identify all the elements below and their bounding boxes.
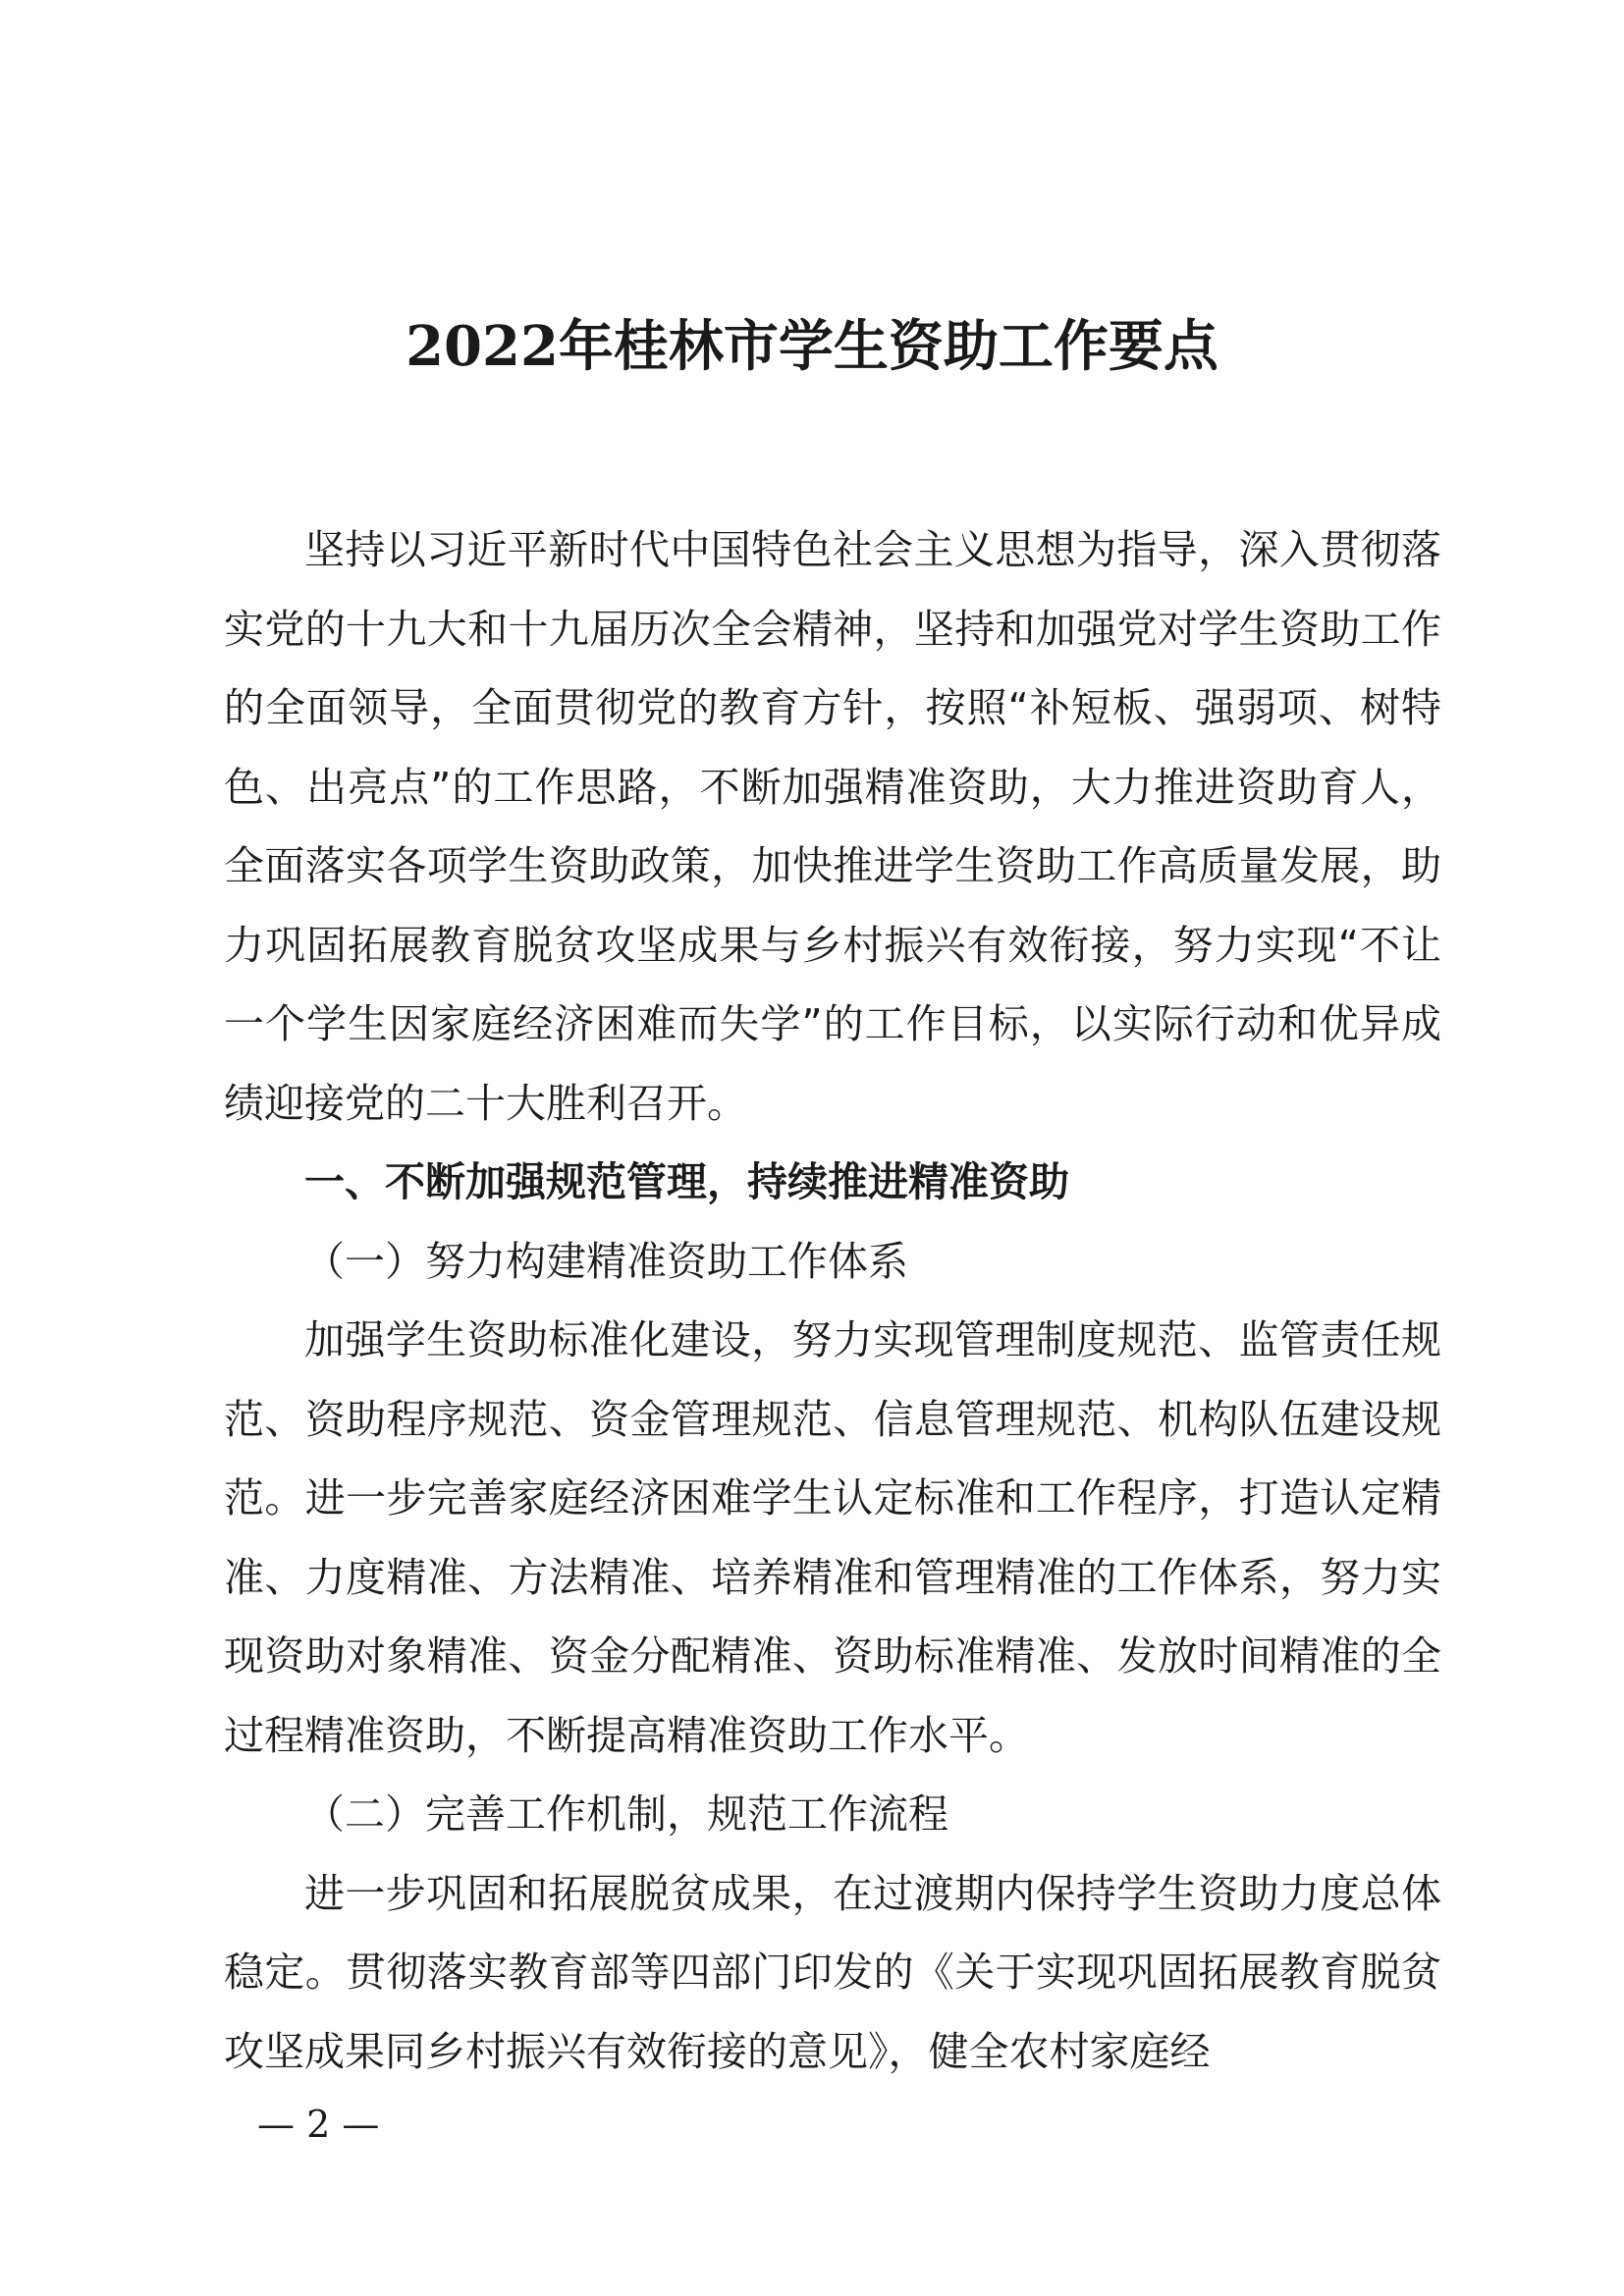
- intro-paragraph: 坚持以习近平新时代中国特色社会主义思想为指导，深入贯彻落实党的十九大和十九届历次全会精神，坚持和加强党对学生资助工作的全面领导，全面贯彻党的教育方针，按照“补短板、强弱项、树特色、出亮点”的工作思路，不断加强精准资助，大力推进资助育人，全面落实各项学生资助政策，加快推进学生资助工作高质量发展，助力巩固拓展教育脱贫攻坚成果与乡村振兴有效衔接，努力实现“不让一个学生因家庭经济困难而失学”的工作目标，以实际行动和优异成绩迎接党的二十大胜利召开。: [224, 526, 1441, 1127]
- subsection-heading-2: （二）完善工作机制，规范工作流程: [304, 1790, 948, 1838]
- section-heading-1: 一、不断加强规范管理，持续推进精准资助: [304, 1158, 1069, 1205]
- subsection-1-paragraph: 加强学生资助标准化建设，努力实现管理制度规范、监管责任规范、资助程序规范、资金管理规范、信息管理规范、机构队伍建设规范。进一步完善家庭经济困难学生认定标准和工作程序，打造认定精准、力度精准、方法精准、培养精准和管理精准的工作体系，努力实现资助对象精准、资金分配精准、资助标准精准、发放时间精准的全过程精准资助，不断提高精准资助工作水平。: [224, 1316, 1441, 1759]
- subsection-2-paragraph: 进一步巩固和拓展脱贫成果，在过渡期内保持学生资助力度总体稳定。贯彻落实教育部等四部门印发的《关于实现巩固拓展教育脱贫攻坚成果同乡村振兴有效衔接的意见》，健全农村家庭经: [224, 1869, 1441, 2075]
- document-title: 2022年桂林市学生资助工作要点: [406, 314, 1218, 379]
- document-body: [224, 510, 1441, 2091]
- page-number: — 2 —: [257, 2103, 380, 2146]
- subsection-heading-1: （一）努力构建精准资助工作体系: [304, 1237, 908, 1285]
